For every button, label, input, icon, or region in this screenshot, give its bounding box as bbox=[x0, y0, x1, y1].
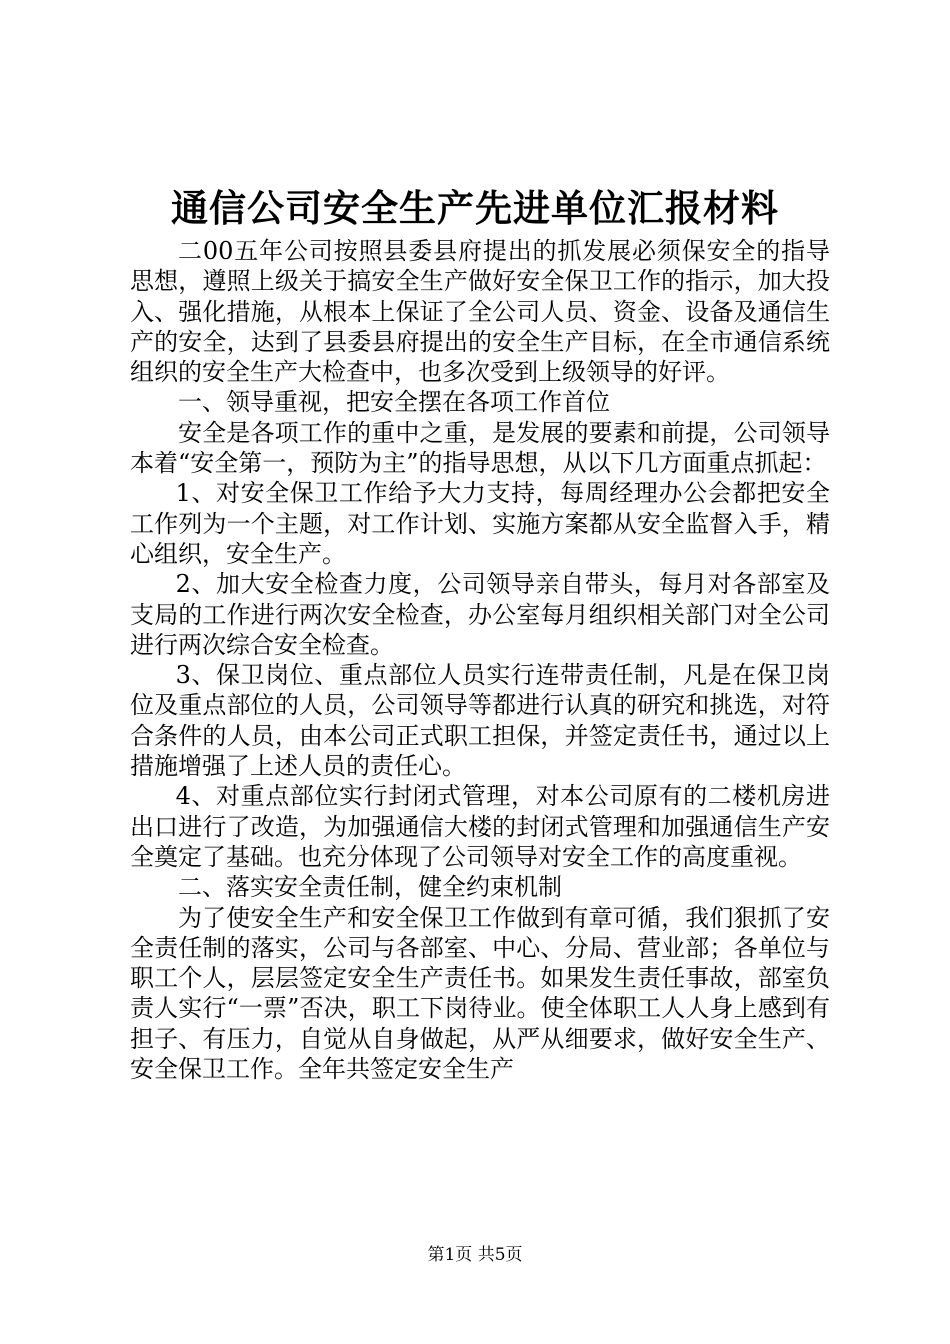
list-item-2: 2、加大安全检查力度，公司领导亲自带头，每月对各部室及支局的工作进行两次安全检查，办公室每月组织相关部门对全公司进行两次综合安全检查。 bbox=[130, 570, 830, 659]
section-heading-2: 二、落实安全责任制，健全约束机制 bbox=[178, 873, 562, 902]
list-item-4: 4、对重点部位实行封闭式管理，对本公司原有的二楼机房进出口进行了改造，为加强通信大楼的封闭式管理和加强通信生产安全奠定了基础。也充分体现了公司领导对安全工作的高度重视。 bbox=[130, 782, 830, 871]
section-2-paragraph: 为了使安全生产和安全保卫工作做到有章可循，我们狠抓了安全责任制的落实，公司与各部室、中心、分局、营业部；各单位与职工个人，层层签定安全生产责任书。如果发生责任事故，部室负责人实行“一票”否决，职工下岗待业。使全体职工人人身上感到有担子、有压力，自觉从自身做起，从严从细要求，做好安全生产、安全保卫工作。全年共签定安全生产 bbox=[130, 903, 830, 1084]
intro-paragraph: 二00五年公司按照县委县府提出的抓发展必须保安全的指导思想，遵照上级关于搞安全生产做好安全保卫工作的指示，加大投入、强化措施，从根本上保证了全公司人员、资金、设备及通信生产的安全，达到了县委县府提出的安全生产目标，在全市通信系统组织的安全生产大检查中，也多次受到上级领导的好评。 bbox=[130, 237, 830, 387]
section-1-paragraph: 安全是各项工作的重中之重，是发展的要素和前提，公司领导本着“安全第一，预防为主”的指导思想，从以下几方面重点抓起： bbox=[130, 418, 830, 478]
page-footer: 第1页 共5页 bbox=[427, 1245, 523, 1265]
list-item-1: 1、对安全保卫工作给予大力支持，每周经理办公会都把安全工作列为一个主题，对工作计划、实施方案都从安全监督入手，精心组织，安全生产。 bbox=[130, 479, 830, 568]
list-item-3: 3、保卫岗位、重点部位人员实行连带责任制，凡是在保卫岗位及重点部位的人员，公司领导等都进行认真的研究和挑选，对符合条件的人员，由本公司正式职工担保，并签定责任书，通过以上措施增强了上述人员的责任心。 bbox=[130, 661, 830, 781]
document-title: 通信公司安全生产先进单位汇报材料 bbox=[171, 186, 779, 230]
document-body bbox=[130, 236, 830, 1084]
section-heading-1: 一、领导重视，把安全摆在各项工作首位 bbox=[178, 388, 610, 417]
